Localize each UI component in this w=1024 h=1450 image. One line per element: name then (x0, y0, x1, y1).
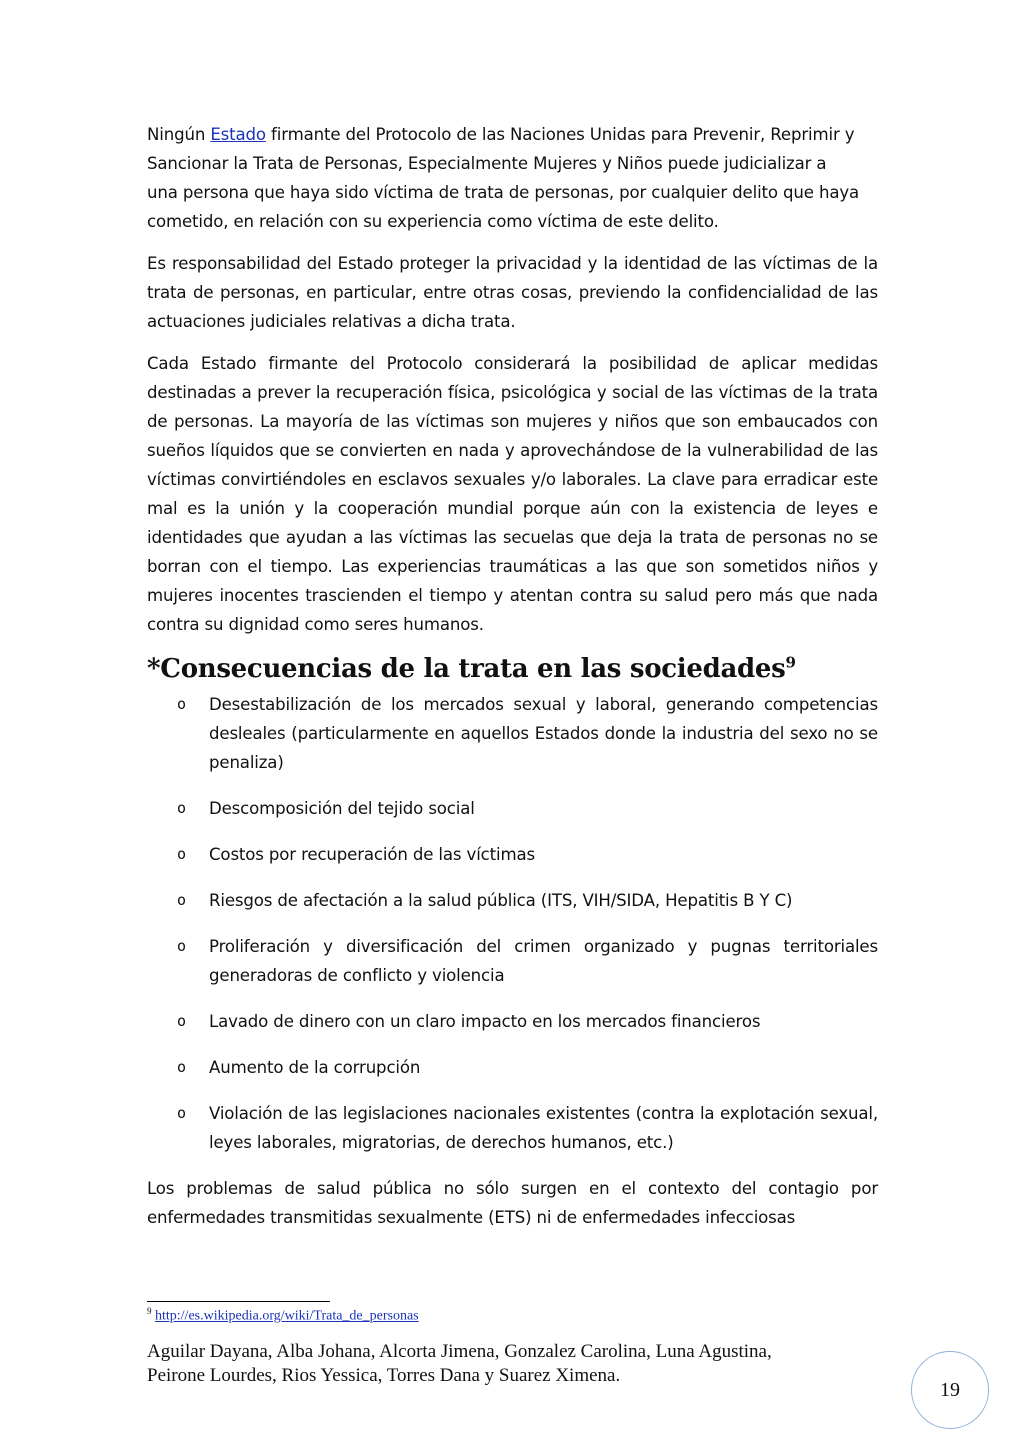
bullet-marker: o (177, 1104, 186, 1122)
footnote-reference: 9 (785, 653, 796, 672)
page-content (147, 120, 878, 1245)
footnote-link[interactable]: http://es.wikipedia.org/wiki/Trata_de_personas (155, 1308, 419, 1324)
footnote-separator (147, 1301, 330, 1302)
authors-line-2: Peirone Lourdes, Rios Yessica, Torres Dana y Suarez Ximena. (147, 1365, 621, 1386)
bullet-marker: o (177, 937, 186, 955)
list-item-text: Violación de las legislaciones nacionales existentes (contra la explotación sexual, leyes laborales, migratorias, de derechos humanos, etc.) (209, 1104, 878, 1152)
section-heading-text: *Consecuencias de la trata en las sociedades (147, 654, 786, 684)
list-item (147, 1007, 878, 1036)
list-item (147, 794, 878, 823)
page-number-badge (911, 1351, 989, 1429)
authors-footer (147, 1340, 887, 1388)
list-item-text: Descomposición del tejido social (209, 799, 475, 818)
list-item-text: Aumento de la corrupción (209, 1058, 421, 1077)
list-item (147, 840, 878, 869)
paragraph-1-line-3: una persona que haya sido víctima de trata de personas, por cualquier delito que haya (147, 183, 860, 202)
footnote (147, 1306, 419, 1325)
list-item-text: Desestabilización de los mercados sexual y laboral, generando competencias desleales (particularmente en aquellos Estados donde la industria del sexo no se penaliza) (209, 695, 878, 772)
paragraph-1-start: Ningún (147, 125, 211, 144)
closing-paragraph: Los problemas de salud pública no sólo surgen en el contexto del contagio por enfermedades transmitidas sexualmente (ETS) ni de enfermedades infecciosas (147, 1179, 878, 1227)
footnote-number: 9 (147, 1306, 152, 1316)
paragraph-2: Es responsabilidad del Estado proteger la privacidad y la identidad de las víctimas de la trata de personas, en particular, entre otras cosas, previendo la confidencialidad de las actuaciones judiciales relativas a dicha trata. (147, 254, 878, 331)
authors-line-1: Aguilar Dayana, Alba Johana, Alcorta Jimena, Gonzalez Carolina, Luna Agustina, (147, 1341, 772, 1362)
list-item-text: Proliferación y diversificación del crimen organizado y pugnas territoriales generadoras de conflicto y violencia (209, 937, 878, 985)
list-item-text: Costos por recuperación de las víctimas (209, 845, 535, 864)
list-item (147, 690, 878, 777)
bullet-marker: o (177, 799, 186, 817)
paragraph-1-line-2: Sancionar la Trata de Personas, Especialmente Mujeres y Niños puede judicializar a (147, 154, 827, 173)
estado-link[interactable]: Estado (210, 125, 266, 144)
page-number: 19 (940, 1378, 960, 1401)
section-heading (147, 652, 878, 686)
consequences-list (147, 690, 878, 1157)
paragraph-1-line-1: firmante del Protocolo de las Naciones Unidas para Prevenir, Reprimir y (265, 125, 855, 144)
list-item-text: Lavado de dinero con un claro impacto en los mercados financieros (209, 1012, 761, 1031)
paragraph-1 (147, 120, 878, 236)
list-item (147, 1053, 878, 1082)
paragraph-3: Cada Estado firmante del Protocolo considerará la posibilidad de aplicar medidas destinadas a prever la recuperación física, psicológica y social de las víctimas de la trata de personas. La mayoría de las víctimas son mujeres y niños que son embaucados con sueños líquidos que se convierten en nada y aprovechándose de la vulnerabilidad de las víctimas convirtiéndoles en esclavos sexuales y/o laborales. La clave para erradicar este mal es la unión y la cooperación mundial porque aún con la existencia de leyes e identidades que ayudan a las víctimas las secuelas que deja la trata de personas no se borran con el tiempo. Las experiencias traumáticas a las que son sometidos niños y mujeres inocentes trascienden el tiempo y atentan contra su salud pero más que nada contra su dignidad como seres humanos. (147, 354, 878, 634)
bullet-marker: o (177, 1058, 186, 1076)
list-item (147, 932, 878, 990)
list-item-text: Riesgos de afectación a la salud pública (ITS, VIH/SIDA, Hepatitis B Y C) (209, 891, 793, 910)
bullet-marker: o (177, 695, 186, 713)
list-item (147, 1099, 878, 1157)
bullet-marker: o (177, 1012, 186, 1030)
bullet-marker: o (177, 891, 186, 909)
list-item (147, 886, 878, 915)
paragraph-1-line-4: cometido, en relación con su experiencia como víctima de este delito. (147, 212, 719, 231)
bullet-marker: o (177, 845, 186, 863)
